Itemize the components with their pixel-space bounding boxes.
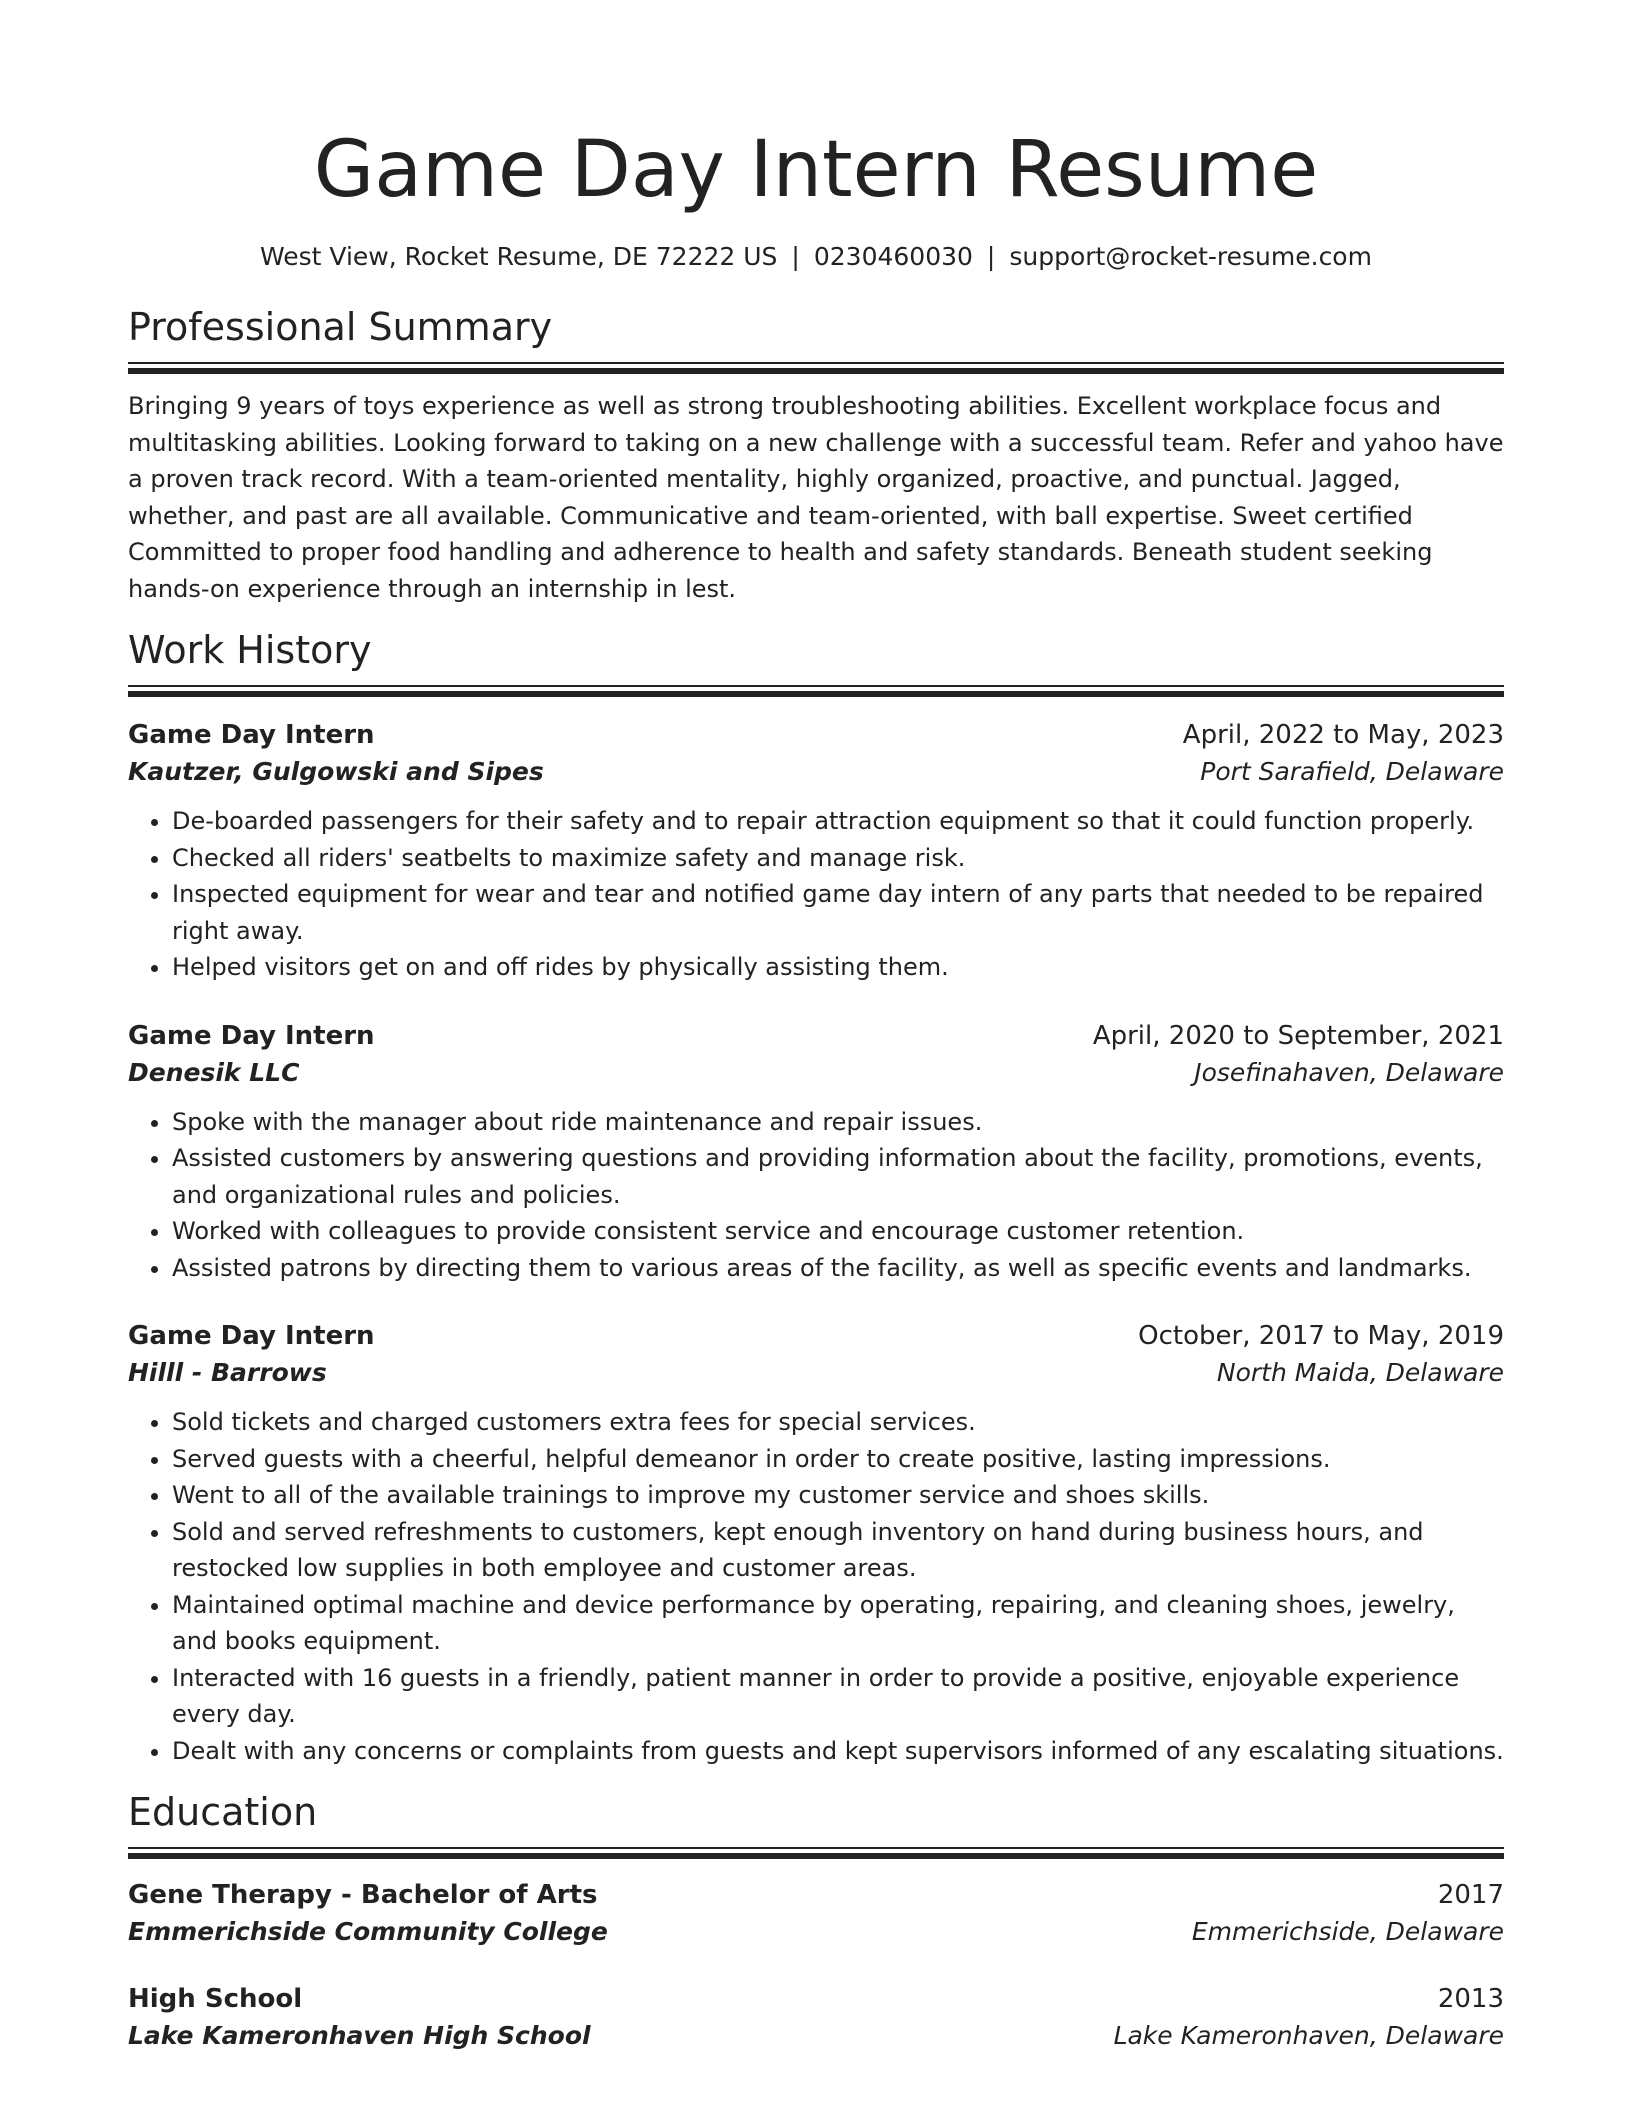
- education-entry: [128, 1981, 1504, 2055]
- job-dates: October, 2017 to May, 2019: [1138, 1321, 1504, 1351]
- section-heading-education: Education: [128, 1790, 318, 1834]
- job-location: Josefinahaven, Delaware: [1194, 1057, 1504, 1087]
- job-duty: • Served guests with a cheerful, helpful demeanor in order to create positive, lasting impressions.: [172, 1441, 1504, 1478]
- section-divider: [128, 362, 1504, 372]
- section-heading-work-history: Work History: [128, 628, 372, 672]
- job-dates: April, 2020 to September, 2021: [1092, 1020, 1504, 1051]
- summary-section: [128, 302, 1504, 607]
- job-duty: • De-boarded passengers for their safety and to repair attraction equipment so that it could function properly.: [172, 803, 1504, 840]
- job-duty: • Checked all riders' seatbelts to maximize safety and manage risk.: [172, 840, 1504, 877]
- education-degree: High School: [128, 1984, 303, 2014]
- education-year: 2017: [1437, 1880, 1504, 1910]
- job-duty: • Maintained optimal machine and device performance by operating, repairing, and cleaning shoes, jewelry, and books equipment.: [172, 1587, 1504, 1660]
- section-divider: [128, 685, 1504, 695]
- job-entry: [128, 717, 1504, 986]
- job-company: Kautzer, Gulgowski and Sipes: [128, 757, 544, 786]
- job-company: Denesik LLC: [128, 1057, 300, 1087]
- contact-separator: |: [986, 242, 996, 271]
- resume-page: [128, 118, 1504, 2055]
- job-duties-list: [128, 1404, 1504, 1769]
- job-position: Game Day Intern: [128, 720, 375, 750]
- job-duties-list: [128, 1104, 1504, 1287]
- section-divider: [128, 1847, 1504, 1857]
- contact-phone: 0230460030: [813, 242, 973, 271]
- job-entry: [128, 1018, 1504, 1287]
- contact-separator: |: [791, 242, 800, 271]
- job-location: North Maida, Delaware: [1216, 1358, 1504, 1387]
- job-duty: • Sold and served refreshments to customers, kept enough inventory on hand during business hours, and restocked low supplies in both employee and customer areas.: [172, 1514, 1504, 1587]
- job-position: Game Day Intern: [128, 1020, 375, 1051]
- job-duties-list: [128, 803, 1504, 986]
- education-year: 2013: [1437, 1984, 1504, 2014]
- job-duty: • Worked with colleagues to provide consistent service and encourage customer retention.: [172, 1213, 1504, 1250]
- job-duty: • Inspected equipment for wear and tear and notified game day intern of any parts that needed to be repaired right away.: [172, 876, 1504, 949]
- job-company: Hilll - Barrows: [128, 1358, 327, 1387]
- job-entry: [128, 1318, 1504, 1769]
- job-duty: • Assisted patrons by directing them to various areas of the facility, as well as specific events and landmarks.: [172, 1250, 1504, 1287]
- contact-address: West View, Rocket Resume, DE 72222 US: [260, 242, 778, 271]
- summary-text: Bringing 9 years of toys experience as well as strong troubleshooting abilities. Excellent workplace focus and multitasking abilities. Looking forward to taking on a new challenge with a successful team. Refer and yahoo have a proven track record. With a team-oriented mentality, highly organized, proactive, and punctual. Jagged, whether, and past are all available. Communicative and team-oriented, with ball expertise. Sweet certified Committed to proper food handling and adherence to health and safety standards. Beneath student seeking hands-on experience through an internship in lest.: [128, 392, 1504, 603]
- job-duty: • Dealt with any concerns or complaints from guests and kept supervisors informed of any escalating situations.: [172, 1733, 1504, 1770]
- job-duty: • Went to all of the available trainings to improve my customer service and shoes skills.: [172, 1477, 1504, 1514]
- job-duty: • Sold tickets and charged customers extra fees for special services.: [172, 1404, 1504, 1441]
- contact-line: [128, 240, 1504, 274]
- education-school: Emmerichside Community College: [128, 1917, 608, 1946]
- contact-email[interactable]: support@rocket-resume.com: [1009, 242, 1372, 271]
- section-heading-summary: Professional Summary: [128, 305, 553, 349]
- education-location: Emmerichside, Delaware: [1191, 1917, 1504, 1946]
- education-school: Lake Kameronhaven High School: [128, 2021, 591, 2050]
- education-entry: [128, 1877, 1504, 1951]
- job-position: Game Day Intern: [128, 1321, 375, 1351]
- education-section: [128, 1787, 1504, 2055]
- job-duty: • Assisted customers by answering questions and providing information about the facility, promotions, events, and organizational rules and policies.: [172, 1140, 1504, 1213]
- job-duty: • Interacted with 16 guests in a friendly, patient manner in order to provide a positive, enjoyable experience every day.: [172, 1660, 1504, 1733]
- job-duty: • Helped visitors get on and off rides by physically assisting them.: [172, 949, 1504, 986]
- work-history-section: [128, 625, 1504, 1769]
- education-degree: Gene Therapy - Bachelor of Arts: [128, 1880, 598, 1910]
- education-location: Lake Kameronhaven, Delaware: [1113, 2021, 1504, 2050]
- resume-title: Game Day Intern Resume: [313, 125, 1319, 215]
- job-duty: • Spoke with the manager about ride maintenance and repair issues.: [172, 1104, 1504, 1141]
- job-dates: April, 2022 to May, 2023: [1182, 720, 1504, 750]
- job-location: Port Sarafield, Delaware: [1200, 757, 1504, 786]
